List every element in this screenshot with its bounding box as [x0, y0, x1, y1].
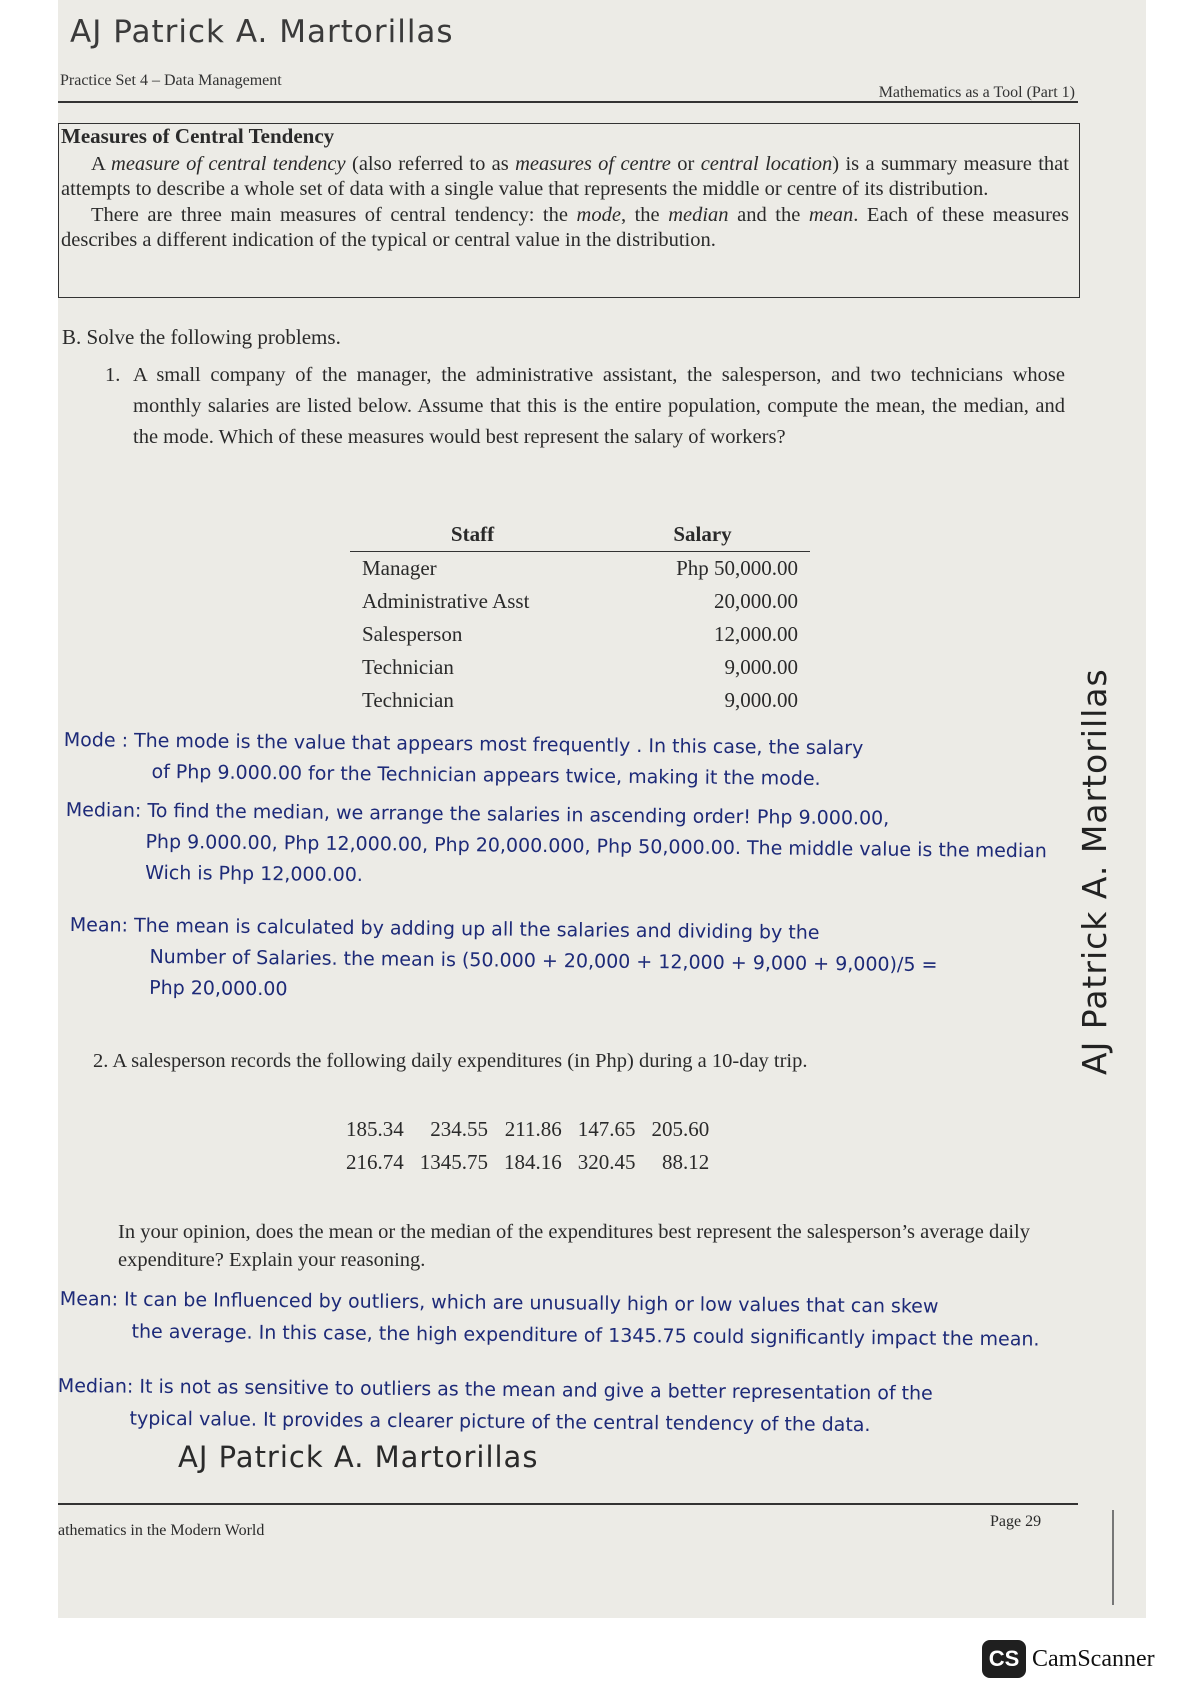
emphasis: measures of centre: [515, 152, 671, 175]
emphasis: measure of central tendency: [111, 152, 346, 175]
staff-cell: Technician: [362, 655, 454, 679]
text-run: and the: [728, 203, 809, 226]
table-row: [350, 651, 810, 684]
answer-line: Number of Salaries. the mean is (50.000 + 20,000 + 12,000 + 9,000 + 9,000)/5 =: [149, 945, 938, 977]
table-header-salary: Salary: [595, 522, 810, 552]
expenditure-value: 1345.75: [419, 1150, 488, 1174]
header-rule: [58, 101, 1078, 103]
expenditure-value: 211.86: [504, 1117, 562, 1141]
expenditure-value: 234.55: [430, 1117, 488, 1141]
answer-median: [65, 795, 1047, 898]
staff-cell: Salesperson: [362, 622, 463, 646]
salary-cell: 20,000.00: [714, 589, 798, 613]
emphasis: central location: [700, 152, 833, 175]
expenditure-value: 147.65: [577, 1117, 636, 1141]
problem-1-text: A small company of the manager, the administrative assistant, the salesperson, and two technicians whose monthly salaries are listed below. Assume that this is the entire population, compute the mean, the median, and the mode. Which of these measures would best represent the salary of workers?: [133, 364, 1065, 448]
box-title: Measures of Central Tendency: [61, 124, 335, 148]
expenditure-value: 205.60: [651, 1117, 710, 1141]
expenditure-value: 184.16: [504, 1150, 562, 1174]
camscanner-logo-icon: CS: [982, 1640, 1026, 1678]
text-run: ) is a summary measure that attempts to describe a whole set of data with a single value that represents the middle or centre of its distribution.: [61, 152, 1069, 200]
answer-line: Median: To find the median, we arrange the salaries in ascending order! Php 9.000.00,: [65, 798, 890, 830]
problem-1: [105, 360, 1065, 453]
answer-line: typical value. It provides a clearer picture of the central tendency of the data.: [129, 1407, 871, 1437]
staff-cell: Manager: [362, 556, 437, 580]
emphasis: mean: [808, 203, 854, 226]
answer-line: of Php 9.000.00 for the Technician appears twice, making it the mode.: [151, 760, 821, 790]
emphasis: mode: [576, 203, 621, 226]
text-run: , the: [620, 203, 669, 226]
answer2-mean: [59, 1283, 1039, 1356]
header-left: Practice Set 4 – Data Management: [60, 72, 282, 89]
side-handwritten-name: AJ Patrick A. Martorillas: [1075, 668, 1114, 1075]
table-row: [350, 684, 810, 717]
problem-2-text: 2. A salesperson records the following daily expenditures (in Php) during a 10-day trip.: [93, 1050, 808, 1072]
answer2-median: [57, 1370, 932, 1442]
expenditure-value: 88.12: [662, 1150, 710, 1174]
footer-rule: [58, 1503, 1078, 1505]
box-paragraph-1: [61, 152, 1069, 203]
handwritten-name-top: AJ Patrick A. Martorillas: [70, 14, 454, 50]
text-run: or: [670, 152, 701, 175]
answer-line: Median: It is not as sensitive to outliers as the mean and give a better representation of the: [57, 1374, 933, 1405]
answer-line: Mean: The mean is calculated by adding up all the salaries and dividing by the: [69, 913, 820, 944]
salary-cell: Php 50,000.00: [676, 556, 798, 580]
salary-table: [350, 522, 810, 717]
answer-line: the average. In this case, the high expenditure of 1345.75 could significantly impact the mean.: [131, 1320, 1040, 1351]
camscanner-text: CamScanner: [1032, 1645, 1155, 1672]
answer-line: Mode : The mode is the value that appears most frequently . In this case, the salary: [63, 728, 864, 760]
salary-cell: 9,000.00: [724, 655, 798, 679]
answer-mode: [63, 725, 863, 795]
emphasis: median: [668, 203, 729, 226]
definition-box: [58, 123, 1080, 298]
box-paragraph-2: [61, 203, 1069, 254]
signature: AJ Patrick A. Martorillas: [178, 1440, 539, 1474]
answer-mean: [69, 910, 938, 1012]
camscanner-watermark: [982, 1640, 1155, 1678]
problem-2-question: In your opinion, does the mean or the median of the expenditures best represent the salesperson’s average daily expenditure? Explain your reasoning.: [118, 1221, 1030, 1271]
expenditure-value: 185.34: [346, 1117, 404, 1141]
margin-line: [1112, 1510, 1114, 1605]
header-right: Mathematics as a Tool (Part 1): [878, 84, 1075, 101]
answer-line: Php 9.000.00, Php 12,000.00, Php 20,000.000, Php 50,000.00. The middle value is the median: [145, 830, 1047, 863]
text-run: (also referred to as: [345, 152, 516, 175]
problem-1-number: 1.: [105, 364, 121, 386]
text-run: There are three main measures of central tendency: the: [91, 203, 577, 226]
expenditure-value: 320.45: [577, 1150, 636, 1174]
table-row: [338, 1113, 717, 1146]
salary-cell: 9,000.00: [724, 688, 798, 712]
answer-line: Php 20,000.00: [149, 976, 288, 1001]
table-header-staff: Staff: [350, 522, 595, 552]
expenditure-value: 216.74: [346, 1150, 404, 1174]
salary-cell: 12,000.00: [714, 622, 798, 646]
table-row: [350, 552, 810, 586]
staff-cell: Technician: [362, 688, 454, 712]
table-row: [350, 585, 810, 618]
footer-left: athematics in the Modern World: [58, 1522, 265, 1539]
answer-line: Wich is Php 12,000.00.: [145, 861, 364, 887]
table-row: [350, 618, 810, 651]
expenditures-table: [338, 1113, 717, 1179]
footer-page-number: Page 29: [990, 1513, 1042, 1530]
section-heading: B. Solve the following problems.: [62, 325, 341, 349]
table-row: [338, 1146, 717, 1179]
answer-line: Mean: It can be Influenced by outliers, which are unusually high or low values that can skew: [59, 1287, 939, 1318]
staff-cell: Administrative Asst: [362, 589, 530, 613]
text-run: A: [91, 152, 112, 175]
text-run: . Each of these measures describes a different indication of the typical or central value in the distribution.: [61, 203, 1069, 251]
